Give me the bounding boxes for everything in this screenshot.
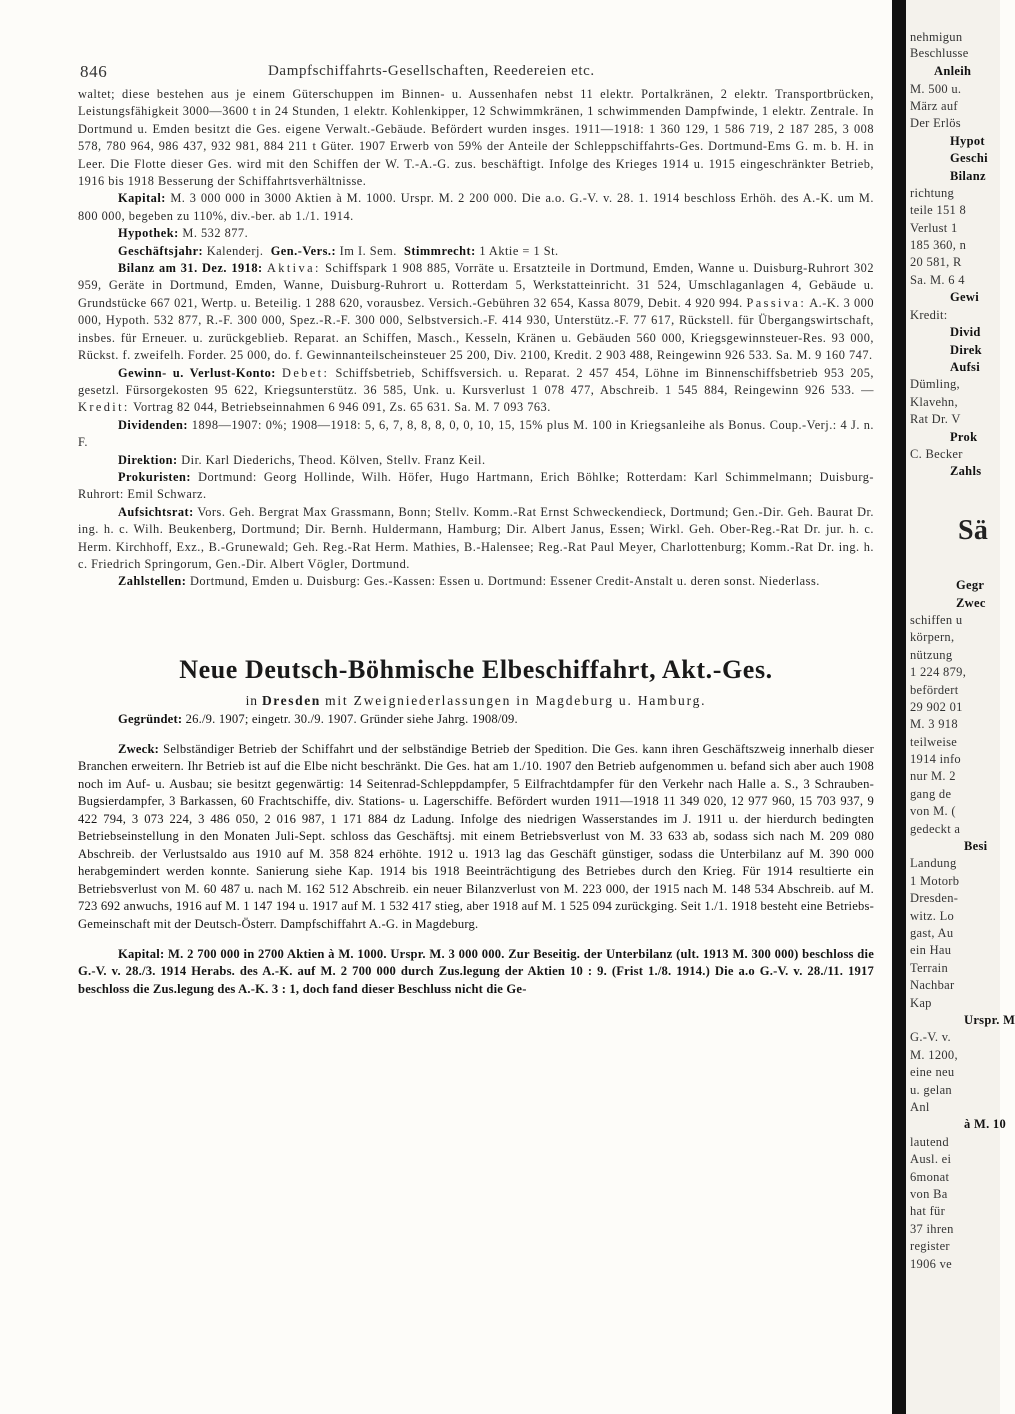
- label-aktiva: Aktiva:: [266, 261, 321, 276]
- entry-westfaelische: [78, 86, 874, 591]
- adj-line: körpern,: [910, 630, 955, 644]
- adj-line: witz. Lo: [910, 909, 955, 923]
- adj-line: Prok: [950, 430, 978, 444]
- adjacent-page-fragment: [906, 0, 1015, 1414]
- label-kapital: Kapital:: [118, 191, 166, 206]
- adj-line: Der Erlös: [910, 116, 961, 130]
- page-gutter-divider: [892, 0, 906, 1414]
- label-genvers: Gen.-Vers.:: [270, 243, 337, 258]
- adj-line: gang de: [910, 787, 952, 801]
- adj-line: gast, Au: [910, 926, 954, 940]
- text-aufsichtsrat: Vors. Geh. Bergrat Max Grassmann, Bonn; Stellv. Komm.-Rat Ernst Schweckendieck, Dortmund; Gen.-Dir. Geh. Baurat Dr. ing. h. c. Wilh. Beukenberg, Dortmund; Dir. Bernh. Huldermann, Hamburg; Dir. Albert Janus, Essen; Wirkl. Geh. Ober-Reg.-Rat Dr. jur. h. c. Herm. Kirchhoff, Exz., B.-Grunewald; Geh. Reg.-Rat Herm. Mathies, B.-Halensee; Reg.-Rat Paul Meyer, Charlottenburg; Komm.-Rat Dr. ing. h. c. Friedrich Springorum, Gen.-Dir. Albert Vögler, Dortmund.: [78, 504, 874, 571]
- section-gewinn-verlust: [78, 365, 874, 417]
- label-kapital-2: Kapital:: [118, 946, 165, 961]
- adj-line: Gewi: [950, 290, 979, 304]
- section-zahlstellen: [78, 573, 874, 590]
- adj-line: gedeckt a: [910, 822, 961, 836]
- adj-line: teile 151 8: [910, 203, 967, 217]
- adj-line: 1906 ve: [910, 1257, 953, 1271]
- adj-line: Aufsi: [950, 360, 980, 374]
- adj-line: 1 Motorb: [910, 874, 960, 888]
- adj-line: 29 902 01: [910, 700, 963, 714]
- adj-line: G.-V. v.: [910, 1030, 951, 1044]
- text-genvers: Im I. Sem.: [339, 243, 397, 258]
- adj-line: richtung: [910, 186, 955, 200]
- label-gegruendet: Gegründet:: [118, 711, 183, 726]
- adj-line: Sa. M. 6 4: [910, 273, 965, 287]
- section-prokuristen: [78, 469, 874, 504]
- adj-line: Klavehn,: [910, 395, 958, 409]
- adj-line: Gegr: [956, 578, 985, 592]
- label-stimmrecht: Stimmrecht:: [403, 243, 476, 258]
- adj-line: Rat Dr. V: [910, 412, 961, 426]
- adj-line: 1 224 879,: [910, 665, 967, 679]
- adj-line: ein Hau: [910, 943, 952, 957]
- adj-line: Zwec: [956, 596, 986, 610]
- text-gegruendet: 26./9. 1907; eingetr. 30./9. 1907. Gründer siehe Jahrg. 1908/09.: [185, 711, 518, 726]
- adj-line: 20 581, R: [910, 255, 962, 269]
- section-hypothek: [78, 225, 874, 242]
- adj-line: befördert: [910, 683, 959, 697]
- label-gewinn-verlust: Gewinn- u. Verlust-Konto:: [118, 365, 276, 380]
- adj-line: Anl: [910, 1100, 930, 1114]
- adj-line: Dümling,: [910, 377, 960, 391]
- adj-line: M. 500 u.: [910, 82, 962, 96]
- location-city: Dresden: [261, 692, 321, 708]
- text-zweck: Selbständiger Betrieb der Schiffahrt und der selbständige Betrieb der Spedition. Die Ges. kann ihren Geschäftszweig innerhalb dieser Branchen erweitern. Ihr Betrieb ist auf die Elbe nicht beschränkt. Die Ges. hat am 1./10. 1907 den Betrieb aufgenommen u. befand sich aber auch 1908 noch im Auf- u. Ausbau; sie besitzt gegenwärtig: 14 Seitenrad-Schleppdampfer, 5 Eilfrachtdampfer für den Verkehr nach Halle a. S., 3 Schrauben-Bugsierdampfer, 3 Barkassen, 60 Frachtschiffe, div. Stations- u. Lagerschiffe. Befördert wurden 1911—1918 11 349 020, 12 977 960, 15 703 937, 9 422 794, 3 073 224, 3 486 050, 2 016 987, 1 171 884 dz Ladung. Infolge des niedrigen Wasserstandes im J. 1911 u. der hierdurch bedingten Betriebseinstellung in den Monaten Juli-Sept. schloss das Geschäftsj. mit einem Betriebsverlust von M. 33 633 ab, sodass sich nach M. 209 080 Abschreib. der Verlustsaldo aus 1910 auf M. 358 824 erhöhte. 1912 u. 1913 lag das Geschäft günstiger, sodass die Unterbilanz auf M. 390 000 herabgemindert werden konnte. Sanierung siehe Kap. 1914 bis 1918 Beeinträchtigung des Betriebes durch den Krieg. Für 1914 resultierte ein Betriebsverlust von M. 60 487 u. nach M. 162 512 Abschreib. ein neuer Bilanzverlust von M. 223 000, der 1915 nach M. 148 534 Abschreib. auf M. 723 692 anwuchs, 1916 auf M. 1 147 194 u. 1917 auf M. 1 532 417 stieg, aber 1918 auf M. 1 525 094 zurückging. Seit 1./1. 1918 besteht eine Betriebs-Gemeinschaft mit der Deutsch-Österr. Dampfschiffahrt A.-G. in Magdeburg.: [78, 741, 874, 931]
- section-geschaeftsjahr: [78, 243, 874, 260]
- section-zweck: [78, 741, 874, 934]
- adj-line: Anleih: [934, 64, 972, 78]
- adj-line: von Ba: [910, 1187, 948, 1201]
- adj-line: nur M. 2: [910, 769, 956, 783]
- page-header: [78, 56, 874, 86]
- label-prokuristen: Prokuristen:: [118, 469, 191, 484]
- adj-line: nehmigun: [910, 30, 963, 44]
- label-aufsichtsrat: Aufsichtsrat:: [118, 504, 194, 519]
- label-geschaeftsjahr: Geschäftsjahr:: [118, 243, 204, 258]
- adj-line: von M. (: [910, 804, 956, 818]
- text-direktion: Dir. Karl Diederichs, Theod. Kölven, Stellv. Franz Keil.: [181, 452, 486, 467]
- section-direktion: [78, 452, 874, 469]
- adj-line: Urspr. M: [964, 1013, 1015, 1027]
- adj-line: M. 1200,: [910, 1048, 958, 1062]
- adj-line: à M. 10: [964, 1117, 1007, 1131]
- company-location: [78, 693, 874, 709]
- text-stimmrecht: 1 Aktie = 1 St.: [479, 243, 559, 258]
- entry-elbeschiffahrt: [78, 711, 874, 999]
- section-kapital: [78, 190, 874, 225]
- label-zahlstellen: Zahlstellen:: [118, 574, 187, 589]
- text-hypothek: M. 532 877.: [182, 226, 249, 241]
- entry-intro-paragraph: waltet; diese bestehen aus je einem Güterschuppen im Binnen- u. Aussenhafen nebst 11 elektr. Portalkränen, 2 elektr. Transportbrücken, Leistungsfähigkeit 3000—3600 t in 24 Stunden, 1 elektr. Kohlenkipper, 12 Schwimmkränen, 1 schwimmenden Dampfwinde, 1 elektr. Zentrale. In Dortmund u. Emden besitzt die Ges. eigene Verwalt.-Gebäude. Befördert wurden insges. 1911—1918: 1 360 129, 1 586 719, 2 187 285, 3 008 578, 780 964, 986 437, 932 981, 884 211 t Güter. 1907 Erwerb von 59% der Anteile der Schleppschiffahrts-Ges. Dortmund-Ems G. m. b. H. in Leer. Die Flotte dieser Ges. wird mit den Schiffen der W. T.-A.-G. zus. beschäftigt. Infolge des Krieges 1914 u. 1915 eingeschränkter Betrieb, 1916 bis 1918 Besserung der Schiffahrtsverhältnisse.: [78, 87, 874, 189]
- adj-line: hat für: [910, 1204, 946, 1218]
- running-head: Dampfschiffahrts-Gesellschaften, Reedereien etc.: [268, 63, 595, 79]
- adj-line: Bilanz: [950, 169, 986, 183]
- text-prokuristen: Dortmund: Georg Hollinde, Wilh. Höfer, Hugo Hartmann, Erich Böhlke; Rotterdam: Karl Schimmelmann; Duisburg-Ruhrort: Emil Schwarz.: [78, 469, 874, 502]
- label-dividenden: Dividenden:: [118, 417, 188, 432]
- adj-line: nützung: [910, 648, 953, 662]
- adj-line: 6monat: [910, 1170, 950, 1184]
- adj-line: register: [910, 1239, 950, 1253]
- location-branches: mit Zweigniederlassungen in Magdeburg u. Hamburg.: [325, 692, 707, 708]
- label-hypothek: Hypothek:: [118, 226, 179, 241]
- adj-line: Divid: [950, 325, 981, 339]
- adj-line: u. gelan: [910, 1083, 952, 1097]
- text-bilanz-aktiva: Schiffspark 1 908 885, Vorräte u. Ersatzteile in Dortmund, Emden, Wanne u. Duisburg-Ruhrort 302 959, Geräte in Dortmund, Emden, Wanne, Duisburg-Ruhrort u. Rotterdam 5, Werkstatteinricht. 31 524, Umschlaganlagen 4, Gebäude u. Grundstücke 667 021, Wertp. u. Beteilig. 1 288 620, vorausbez. Versich.-Gebühren 32 654, Kassa 8079, Debit. 4 920 994.: [78, 261, 874, 310]
- text-debet: Schiffsbetrieb, Schiffsversich. u. Reparat. 2 457 454, Löhne im Binnenschiffsbetrieb 953 205, gesetzl. Fürsorgekosten 95 622, Kriegsunterstütz. 36 585, Unk. u. Kursverlust 1 078 477, Abschreib. 1 545 884, Reingewinn 926 533. —: [78, 365, 874, 397]
- adj-line: Direk: [950, 343, 982, 357]
- company-title: Neue Deutsch-Böhmische Elbeschiffahrt, Akt.-Ges.: [179, 654, 773, 684]
- text-kapital: M. 3 000 000 in 3000 Aktien à M. 1000. Urspr. M. 2 200 000. Die a.o. G.-V. v. 28. 1. 1914 beschloss Erhöh. des A.-K. um M. 800 000, begeben zu 110%, div.-ber. ab 1./1. 1914.: [78, 191, 874, 223]
- adj-line: lautend: [910, 1135, 949, 1149]
- adj-line: Kredit:: [910, 308, 948, 322]
- text-bilanz-passiva: A.-K. 3 000 000, Hypoth. 532 877, R.-F. 300 000, Spez.-R.-F. 300 000, Selbstversich.-F. 414 930, Unterstütz.-F. 77 617, Rückstell. für Übergangswirtschaft, insbes. für Erneuer. u. zurückgeblieb. Reparat. an Schiffen, Masch., Kesseln, Kränen u. Gebäuden 560 000, Kriegsgewinnsteuer-Res. 93 000, Rückst. f. zweifelh. Forder. 25 000, do. f. Gewinnanteilscheinsteuer 25 200, Div. 2100, Kredit. 2 903 488, Reingewinn 926 533. Sa. M. 9 160 747.: [78, 295, 874, 363]
- section-aufsichtsrat: [78, 504, 874, 574]
- label-debet: Debet:: [282, 365, 330, 380]
- adj-line: Terrain: [910, 961, 949, 975]
- adj-line: Zahls: [950, 464, 982, 478]
- text-kapital-2: M. 2 700 000 in 2700 Aktien à M. 1000. Urspr. M. 3 000 000. Zur Beseitig. der Unterbilanz (ult. 1913 M. 300 000) beschloss die G.-V. v. 28./3. 1914 Herabs. des A.-K. auf M. 2 700 000 durch Zus.legung der Aktien 10 : 9. (Frist 1./8. 1914.) Die a.o G.-V. v. 28./11. 1917 beschloss die Zus.legung des A.-K. 3 : 1, doch fand dieser Beschluss nicht die Ge-: [78, 946, 874, 996]
- adj-line: Verlust 1: [910, 221, 958, 235]
- section-kapital-2: [78, 946, 874, 999]
- page-number: 846: [80, 62, 108, 81]
- adj-line: Kap: [910, 996, 932, 1010]
- text-geschaeftsjahr: Kalenderj.: [206, 243, 264, 258]
- adj-line: M. 3 918: [910, 717, 958, 731]
- label-direktion: Direktion:: [118, 452, 178, 467]
- adj-line: 37 ihren: [910, 1222, 954, 1236]
- adj-line: schiffen u: [910, 613, 963, 627]
- label-bilanz: Bilanz am 31. Dez. 1918:: [118, 261, 263, 276]
- adj-line: Geschi: [950, 151, 988, 165]
- adj-line: Landung: [910, 856, 957, 870]
- adj-line: teilweise: [910, 735, 958, 749]
- adj-line: März auf: [910, 99, 958, 113]
- page-main-column: [78, 56, 874, 1011]
- adj-line: Besi: [964, 839, 988, 853]
- adj-line: Beschlusse: [910, 46, 969, 60]
- adj-line: Hypot: [950, 134, 985, 148]
- adj-line: 1914 info: [910, 752, 961, 766]
- section-bilanz: [78, 260, 874, 364]
- text-dividenden: 1898—1907: 0%; 1908—1918: 5, 6, 7, 8, 8, 8, 0, 0, 10, 15, 15% plus M. 100 in Kriegsanleihe als Bonus. Coup.-Verj.: 4 J. n. F.: [78, 417, 874, 450]
- adj-line: Ausl. ei: [910, 1152, 952, 1166]
- text-kredit: Vortrag 82 044, Betriebseinnahmen 6 946 091, Zs. 65 631. Sa. M. 7 093 763.: [133, 400, 551, 415]
- adj-line: eine neu: [910, 1065, 955, 1079]
- adj-line: Dresden-: [910, 891, 959, 905]
- location-in: in: [245, 692, 258, 708]
- text-zahlstellen: Dortmund, Emden u. Duisburg: Ges.-Kassen: Essen u. Dortmund: Essener Credit-Anstalt u. deren sonst. Niederlass.: [190, 574, 820, 589]
- label-zweck: Zweck:: [118, 741, 160, 756]
- adj-line: 185 360, n: [910, 238, 967, 252]
- adj-heading: Sä: [958, 515, 989, 546]
- adj-line: Nachbar: [910, 978, 955, 992]
- adj-line: C. Becker: [910, 447, 963, 461]
- label-kredit: Kredit:: [78, 400, 130, 415]
- label-passiva: Passiva:: [746, 295, 807, 310]
- section-gegruendet: [78, 711, 874, 729]
- section-dividenden: [78, 417, 874, 452]
